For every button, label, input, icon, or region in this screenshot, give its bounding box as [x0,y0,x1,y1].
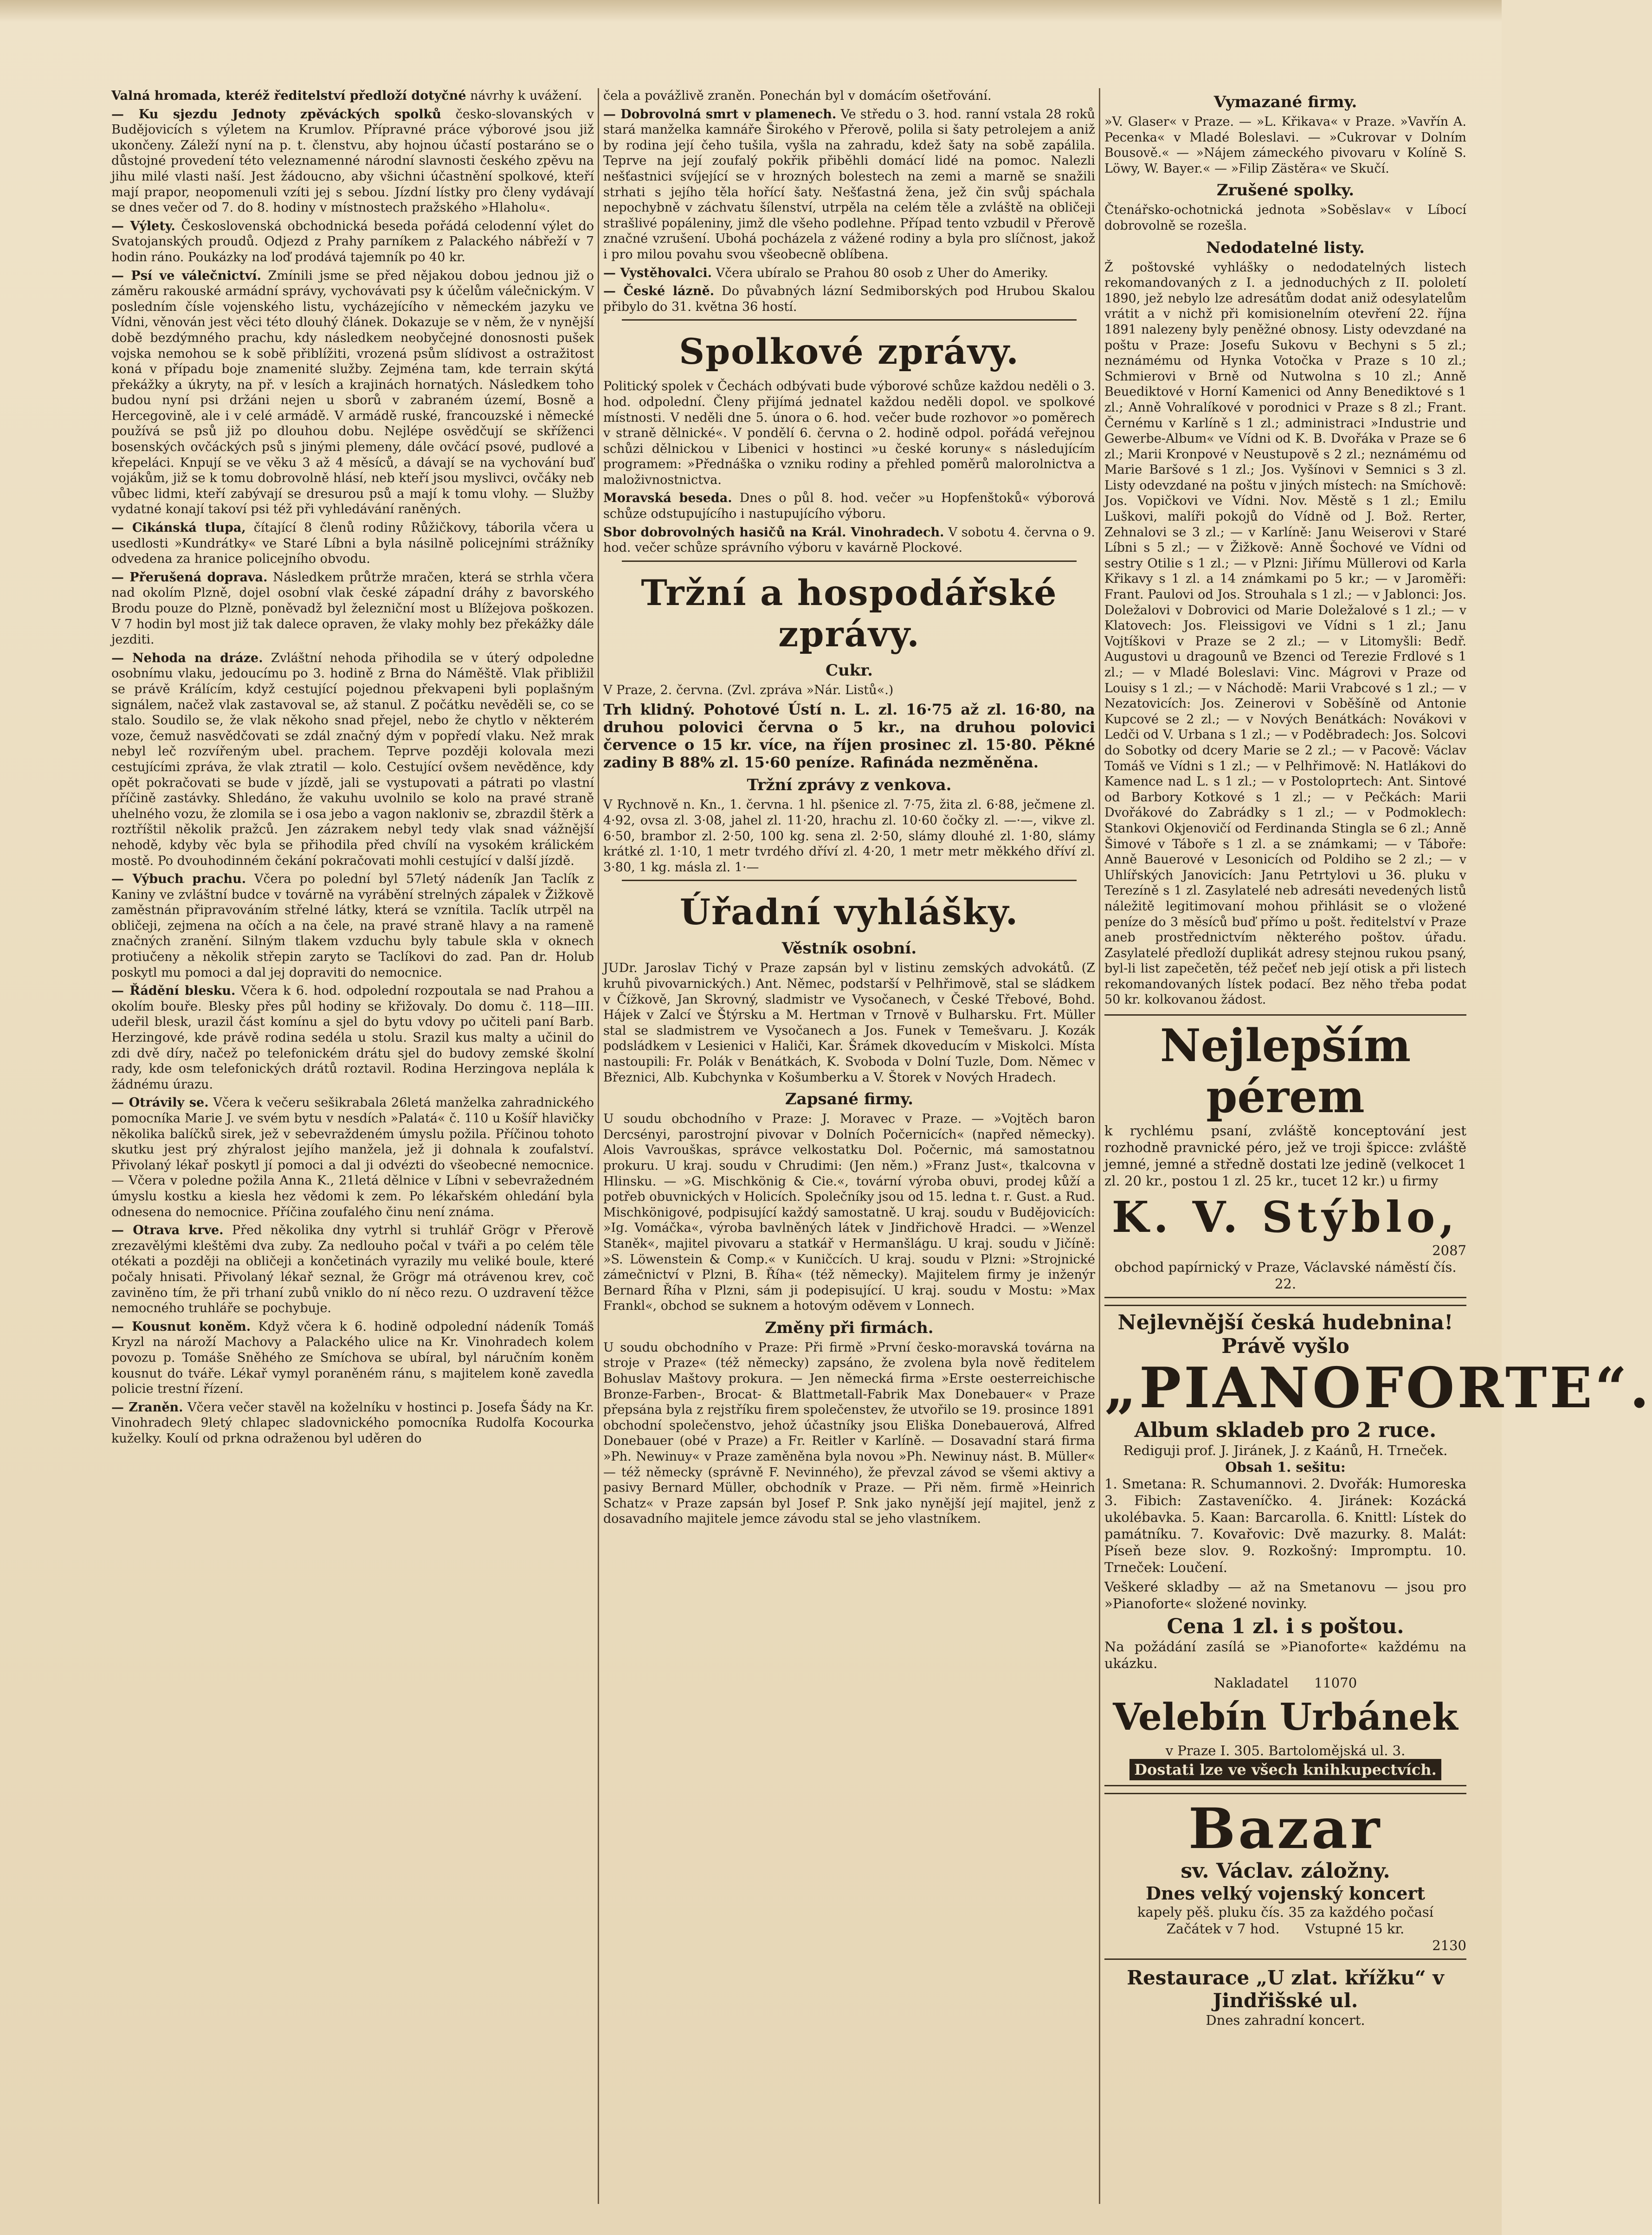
article-lead: — Cikánská tlupa, [111,521,246,535]
article [111,1319,594,1397]
article-lead: — Kousnut koněm. [111,1319,251,1334]
article-lead: — Výbuch prachu. [111,872,246,887]
article [603,265,1095,281]
subsection-vymazane: Vymazané firmy. [1213,93,1357,111]
vymazane-text: »V. Glaser« v Praze. — »L. Křikava« v Praze. »Vavřín A. Pecenka« v Mladé Boleslavi. — »Cukrovar v Dolním Bousově.« — »Nájem zámeckého pivovaru v Kolíně S. Löwy, W. Bayer.« — »Filip Zästěra« ve Skučí. [1104,115,1466,176]
article [111,219,594,265]
article [603,283,1095,315]
ad-piano-publisher-label: Nakladatel [1213,1675,1289,1691]
subsection-zrusene: Zrušené spolky. [1216,181,1355,200]
article-lead: — Dobrovolná smrt v plamenech. [603,107,837,122]
ad-piano-note2: Na požádání zasílá se »Pianoforte« každému na ukázku. [1104,1639,1466,1672]
subsection-nedodatelne: Nedodatelné listy. [1206,238,1365,257]
column-rule [598,88,599,2204]
article-lead: Valná hromada, kteréž ředitelství předloží dotyčné [111,89,466,103]
ad-piano-title: „PIANOFORTE“. [1104,1355,1652,1421]
ad-piano-band: Dostati lze ve všech knihkupectvích. [1129,1759,1441,1780]
article-text: čítající 8 členů rodiny Růžičkovy, táborila včera u usedlosti »Kundrátky« ve Staré Líbni a byla násilně policejními strážníky odvedena za hranice policejního obvodu. [111,521,594,567]
cukr-report: Trh klidný. Pohotové Ústí n. L. zl. 16·75 až zl. 16·80, na druhou polovici června o 5 kr., na druhou polovici července o 15 kr. více, na říjen prosinec zl. 15·80. Pěkné zadiny B 88% zl. 15·60 peníze. Rafináda nezměněna. [603,701,1095,772]
ad-restaurace-title: Restaurace „U zlat. křížku“ v Jindřišské ul. [1127,1966,1444,2012]
article [111,520,594,567]
ad-bazar-times [1104,1920,1466,1937]
article [603,490,1095,522]
page-edge [0,0,1502,22]
article-lead: — Otrávily se. [111,1095,209,1110]
article [603,88,1095,104]
ad-bazar-subtitle: sv. Václav. záložny. [1181,1859,1390,1883]
article-text: čela a povážlivě zraněn. Ponechán byl v domácím ošetřování. [603,89,992,103]
article-lead: — Výlety. [111,219,175,233]
column-local-news [111,88,594,2204]
article-text: návrhy k uvážení. [470,89,582,103]
section-title-spolkove: Spolkové zprávy. [679,331,1020,373]
ad-piano-note1: Veškeré skladby — až na Smetanovu — jsou pro »Pianoforte« složené novinky. [1104,1579,1466,1612]
subsection-vestnik: Věstník osobní. [781,939,917,958]
article [111,651,594,869]
column-rule [1099,88,1100,2204]
article-lead: — Psí ve válečnictví. [111,268,261,283]
article [111,1223,594,1316]
ad-bazar-title: Bazar [1188,1796,1383,1862]
ad-pero [1104,1014,1466,1298]
ad-bazar-code: 2130 [1432,1938,1466,1954]
article-lead: — Zraněn. [111,1400,183,1415]
column-middle [603,88,1095,2204]
article [603,379,1095,488]
article-text: Zmínili jsme se před nějakou dobou jednou již o záměru rakouské armádní správy, vychovávati psy k účelům válečnickým. V posledním čísle vojenského listu, vycházejícího v německém jazyku ve Vídni, věnován jest věci této dlouhý článek. Dokazuje se v něm, že v nynější době bezdýmného prachu, kdy následkem neobyčejné donosnosti pušek vojska nemohou se k sobě přiblížiti, vrozená psům slídivost a ostražitost koná v případu boje znamenité služby. Zejména tam, kde terrain skýtá překážky a úkryty, na př. v lesích a krajinách hornatých. Následkem toho budou nyní psi držáni nejen u sborů v zabraném území, Bosně a Hercegovině, ale i v celé armádě. V armádě ruské, francouzské i německé používá se psů již po dlouhou dobu. Nejlépe osvědčují se skříženci bosenských ovčáckých psů s jinými plemeny, dále ovčácí psové, pudlové a křepeláci. Knpují se ve věku 3 až 4 měsíců, a dávají se na vychování buď vojákům, již se k tomu dobrovolně hlásí, neb kteří jsou myslivci, ovčáky neb vůbec lidmi, kteří zabývají se dresurou psů a mají k tomu vlohy. — Služby vydatné konají takoví psi též při vyhledávání raněných. [111,268,594,517]
article-text: Když včera k 6. hodině odpolední nádeník Tomáš Kryzl na nároží Machovy a Palackého ulice na Kr. Vinohradech kolem povozu p. Tomáše Sněhého ze Smíchova se ubíral, byl náručním koněm kousnut do tváře. Lékař vymyl poraněném ránu, s majitelem koně zavedla policie trestní řízení. [111,1319,594,1397]
article-text: Včera k večeru sešikrabala 26letá manželka zahradnického pomocníka Marie J. ve svém bytu v nesdích »Palatá« č. 110 u Košíř hlavičky několika balíčků sirek, jež v sebevraždeném úmyslu požila. Příčinou tohoto skutku jest prý zhýralost jejího manžela, jež ji dohnala k zoufalství. Přivolaný lékař poskytl jí pomoci a dal ji odvézti do všeobecné nemocnice. — Včera v poledne požila Anna K., 21letá dělnice v Líbni v sebevražedném úmyslu kostku a kiesla hez vědomi k zem. Po lékařském ohledání byla odnesena do nemocnice. Příčina zoufalého činu není známa. [111,1095,594,1219]
article-text: Včera ubíralo se Prahou 80 osob z Uher do Ameriky. [716,265,1048,280]
ad-bazar [1104,1793,1466,1960]
ad-piano-slogan: Nejlevnější česká hudebnina! Právě vyšlo [1117,1311,1453,1359]
ad-pero-text: k rychlému psaní, zvláště konceptování jest rozhodně pravnické péro, jež ve troji špicce: zvláště jemné, jemné a středně dostati lze jedině (velkocet 1 zl. 20 kr., postou 1 zl. 25 kr., tucet 12 kr.) u firmy [1104,1123,1466,1189]
zmeny-text: U soudu obchodního v Praze: Při firmě »První česko-moravská továrna na stroje v Praze« (též německy) zapsáno, že zvolena byla nově ředitelem Bohuslav Maštovy prokura. — Jen německá firma »Erste oesterreichische Bronze-Farben-, Brocat- & Blattmetall-Fabrik Max Donebauer« v Praze přepsána byla z rejstříku firem společenstev, že utvořilo se 19. prosince 1891 obchodní společenstvo, jehož účastníky jsou Eliška Donebauerová, Alfred Donebauer (obé v Praze) a Fr. Reitler v Karlíně. — Dosavadní stará firma »Ph. Newinuy« v Praze zaměněna byla novou »Ph. Newinuy nást. B. Müller« — též německy (správně F. Nevinného), že převzal závod se všemi aktivy a pasivy Bernard Müller, obchodník v Praze. — Při něm. firmě »Heinrich Schatz« v Praze zapsán byl Josef P. Snk jako nynější její majitel, jenž z dosavadního majitele jemce závodu stal se jeho vlastníkem. [603,1340,1095,1526]
article-lead: — Nehoda na dráze. [111,651,263,665]
article-lead: Moravská beseda. [603,491,732,506]
article-text: Dnes o půl 8. hod. večer »u Hopfenštoků« výborová schůze odstupujícího i nastupujícího výboru. [603,491,1095,522]
divider [622,880,1077,881]
ad-piano-address: v Praze I. 305. Bartolomějská ul. 3. [1165,1743,1406,1759]
ad-bazar-start: Začátek v 7 hod. [1166,1921,1280,1937]
divider [622,560,1077,562]
article-text: česko-slovanských v Budějovicích s výletem na Krumlov. Přípravné práce výborové jsou již ukončeny. Záleží nyní na p. t. členstvu, aby hojnou účastí postaráno se o důstojné provedení této veleznamenné národní slavnosti českého zpěvu na jihu milé vlasti naší. Jest žádoucno, aby všichni účastnění spolkové, kteří mají prapor, neopomenuli vzíti jej s sebou. Jízdní lístky pro členy vydávají se dnes večer od 7. do 8. hodiny v místnostech pražského »Hlaholu«. [111,107,594,215]
ad-pero-address: obchod papírnický v Praze, Václavské náměstí čís. 22. [1114,1259,1457,1292]
zrusene-text: Čtenářsko-ochotnická jednota »Soběslav« v Líbocí dobrovolně se rozešla. [1104,203,1466,233]
article-lead: Sbor dobrovolných hasičů na Král. Vinohradech. [603,525,944,540]
article [603,107,1095,263]
section-title-trzni: Tržní a hospodářské zprávy. [641,572,1058,655]
subsection-venkov: Tržní zprávy z venkova. [747,776,952,795]
article [111,107,594,216]
article-text: Včera večer stavěl na koželníku v hostinci p. Josefa Šády na Kr. Vinohradech 9letý chlapec sladovnického pomocníka Rudolfa Kocourka kuželky. Koulí od prkna odraženou byl uděren do [111,1400,594,1446]
article-lead: — Ku sjezdu Jednoty zpěváckých spolků [111,107,441,122]
article-text: Následkem průtrže mračen, která se strhla včera nad okolím Plzně, dojel osobní vlak české západní dráhy z bavorského Brodu pouze do Plzně, poněvadž byl železniční most u Blížejova poškozen. V 7 hodin byl most již tak dalece opraven, že vlaky mohly bez překážky dále jezditi. [111,570,594,647]
article-lead: — České lázně. [603,284,715,299]
ad-pero-code: 2087 [1432,1243,1466,1259]
ad-pero-brand: K. V. Stýblo, [1111,1192,1459,1243]
article-lead: — Vystěhovalci. [603,265,712,280]
ad-bazar-line2: kapely pěš. pluku čís. 35 za každého počasí [1137,1904,1434,1920]
ad-restaurace [1104,1966,1466,2029]
ad-restaurace-subtitle: Dnes zahradní koncert. [1206,2012,1365,2029]
club-news [603,379,1095,556]
article-lead: — Přerušená doprava. [111,570,268,585]
article-text: Zvláštní nehoda přihodila se v úterý odpoledne osobnímu vlaku, jedoucímu po 3. hodině z Brna do Náměště. Vlak přibližil se právě Králícím, když cestující pojednou překvapeni byli poplašným signálem, načež vlak zastavoval se, až stanul. Z počátku nevěděli se, co se stalo. Soudilo se, že vlak někoho snad přejel, nebo že chytlo v některém voze, čemuž nasvědčovati se zdál značný dým v popředí vlaku. Než mrak nebyl leč rozvířeným ubel. prachem. Teprve později kolovala mezi cestujícími zpráva, že vlak ztratil — kolo. Cestující ovšem nevěděnce, kdy opět pokračovati se bude v jízdě, jali se vystupovati a pátrati po vlastní příčině zastávky. Shledáno, že vakuhu uvolnilo se kolo na pravé straně uhelného vozu, že zlomila se i osa jebo a vagon nakloniv se, zbrazdil štěrk a roztříštil několik pražců. Jen zázrakem nebyl tedy vlak snad vážnější nehodě, kdyby věc byla se přihodila před chvílí na vysokém králickém mostě. Po dvouhodinném čekání pokračovati mohli cestující v další jízdě. [111,651,594,868]
article-text: Včera k 6. hod. odpolední rozpoutala se nad Prahou a okolím bouře. Blesky přes půl hodiny se křižovaly. Do domu č. 118—III. udeřil blesk, urazil část komínu a sjel do bytu vdovy po učiteli paní Barb. Herzingové, kde právě rodina sedéla u stolu. Srazil kus malty a učinil do zdi dvě díry, načež po telefonickém drátu sjel do budovy zemské školní rady, kde osm telefonických drátů roztavil. Rodina Herzingova neplála k žádnému úrazu. [111,984,594,1092]
article-text: Československá obchodnická beseda pořádá celodenní výlet do Svatojanských proudů. Odjezd z Prahy parníkem z Palackého nábřeží v 7 hodin ráno. Poukázky na loď prodává tajemník po 40 kr. [111,219,594,264]
ad-piano-subtitle: Album skladeb pro 2 ruce. [1134,1418,1437,1443]
article-text: V sobotu 4. června o 9. hod. večer schůze správního výboru v kavárně Plockové. [603,525,1095,555]
subsection-zmeny: Změny při firmách. [765,1318,934,1337]
ad-piano-contents: 1. Smetana: R. Schumannovi. 2. Dvořák: Humoreska 3. Fibich: Zastaveníčko. 4. Jiránek: Kozácká ukolébavka. 5. Kaan: Barcarolla. 6. Knittl: Lístek do památníku. 7. Kovařovic: Dvě mazurky. 8. Malát: Píseň beze slov. 9. Rozkošný: Impromptu. 10. Trneček: Loučení. [1104,1476,1466,1576]
article [111,570,594,648]
ad-piano-editors: Rediguji prof. J. Jiránek, J. z Kaánů, H. Trneček. [1123,1443,1448,1459]
ad-piano-publisher: Velebín Urbánek [1113,1695,1458,1739]
article [111,1400,594,1447]
ad-piano-publisher-line [1104,1675,1466,1691]
article [111,268,594,518]
ad-bazar-entry: Vstupné 15 kr. [1305,1921,1405,1937]
ad-pianoforte [1104,1305,1652,1786]
vestnik-text: JUDr. Jaroslav Tichý v Praze zapsán byl v listinu zemských advokátů. (Z kruhů pivovarnických.) Ant. Němec, podstarší v Pelhřimově, stal se sládkem v Čížkově, Jan Skrovný, sladmistr ve Vysočanech, v České Třebové, Bohd. Hájek v Zalcí ve Štýrsku a M. Hertman v Trnově v Bulharsku. Frt. Müller stal se sladmistrem ve Vysočanech a Jos. Funek v Temešvaru. J. Kozák podsládkem v Lesienici v Haliči, Kar. Šrámek dkoveducím v Miskolci. Místa nastoupili: Fr. Polák v Benátkách, K. Svoboda v Dolní Tuzle, Dom. Němec v Březnici, Alb. Kubchynka v Košumberku a V. Štorek v Nových Hradech. [603,961,1095,1085]
article-lead: — Otrava krve. [111,1223,224,1238]
ad-piano-code: 11070 [1314,1675,1357,1691]
cukr-intro: V Praze, 2. června. (Zvl. zpráva »Nár. Listů«.) [603,683,894,697]
news-continued [603,88,1095,315]
venkov-report: V Rychnově n. Kn., 1. června. 1 hl. pšenice zl. 7·75, žita zl. 6·88, ječmene zl. 4·92, ovsa zl. 3·08, jahel zl. 11·20, hrachu zl. 10·60 čočky zl. —·—, vikve zl. 6·50, brambor zl. 2·50, 100 kg. sena zl. 2·50, slámy dlouhé zl. 1·80, slámy krátké zl. 1·10, 1 metr tvrdého dříví zl. 4·20, 1 metr metr měkkého dříví zl. 3·80, 1 kg. másla zl. 1·— [603,798,1095,875]
ad-pero-headline: Nejlepším pérem [1160,1019,1411,1123]
divider [622,319,1077,321]
article-text: Před několika dny vytrhl si truhlář Grögr v Přerově zrezavělými kleštěmi dva zuby. Za nedlouho počal v tváři a po celém těle otékati a později na obličeji a končetinách vyrazily mu veliké boule, které počaly hnisati. Přivolaný lékař seznal, že Grögr má otrávenou krev, coč zaviněno tím, že při trhaní zubů vniklo do ní něco rezu. O uzdravení těžce nemocného truhláře se pochybuje. [111,1223,594,1316]
nedodatelne-text: Ž poštovské vyhlášky o nedodatelných listech rekomandovaných z I. a jednoduchých z II. pololetí 1890, jež nebylo lze adresátům dodat aniž odesylatelům vrátit a v nichž při komisionelním otevření 22. října 1891 nalezeny byly peněžné obnosy. Listy odevzdané na poštu v Praze: Josefu Sukovu v Bechyni s 5 zl.; neznámému od Hynka Votočka v Praze s 10 zl.; Schmierovi v Brně od Nutwolna s 10 zl.; Anně Beuediktové v Horní Kamenici od Anny Benediktové s 1 zl.; Anně Vohralíkové v porodnici v Praze s 8 zl.; Frant. Černému v Karlíně s 1 zl.; administraci »Industrie und Gewerbe-Album« ve Vídni od K. B. Dvořáka v Praze se 6 zl.; Marii Kronpové v Neustupově s 2 zl.; neznámému od Marie Baršové s 1 zl.; Jos. Vyšínovi v Semnici s 3 zl. Listy odevzdané na poštu v jiných místech: na Smíchově: Jos. Vopičkovi ve Vídni. Nov. Městě s 1 zl.; Emilu Luškovi, malíři pokojů do Vídně od J. Bož. Rerter, Zehnalovi se 3 zl.; — v Karlíně: Janu Weiserovi v Staré Líbni s 5 zl.; — v Žižkově: Anně Šochové ve Vídni od sestry Otilie s 1 zl.; — v Plzni: Jiřímu Müllerovi od Karla Křikavy s 1 zl. a 14 známkami po 5 kr.; — v Jaroměři: Frant. Paulovi od Jos. Strouhala s 1 zl.; — v Jablonci: Jos. Doležalovi v Dobrovici od Marie Doležalové s 1 zl.; — v Klatovech: Jos. Fleissigovi ve Vídni s 1 zl.; Janu Vojtíškovi v Praze se 2 zl.; — v Litomyšli: Bedř. Augustovi u dragounů ve Bzenci od Terezie Frdlové s 1 zl.; — v Mladé Boleslavi: Vinc. Mágrovi v Praze od Louisy s 1 zl.; — v Náchodě: Marii Vrabcové s 1 zl.; — v Nezatovicích: Jos. Zeinerovi v Soběšíně od Antonie Kupcové se 2 zl.; — v Nových Benátkách: Novákovi v Ledči od V. Urbana s 1 zl.; — v Poděbradech: Jos. Solcovi do Sobotky od dcery Marie se 2 zl.; — v Pacově: Václav Tomáš ve Vídni s 1 zl.; — v Pelhřimově: N. Hatlákovi do Kamence nad L. s 1 zl.; — v Postoloprtech: Ant. Sintové od Barbory Kotkové s 1 zl.; — v Pečkách: Marii Dvořákové do Zabrádky s 1 zl.; — v Podmoklech: Stankovi Okjenovičí od Ferdinanda Stingla se 6 zl.; Anně Šimové v Táboře s 1 zl. a se známkami; — v Táboře: Anně Bauerové v Lesonicích od Poldiho se 2 zl.; — v Uhlířských Janovicích: Janu Petrtylovi u 36. pluku v Terezíně s 1 zl. Zasylatelé neb adresáti nevedených listů náležitě legitimovaní mohou přihlásit se o vložené peníze do 3 měsíců buď přímo u pošt. ředitelství v Praze aneb prostřednictvím některého poštov. úřadu. Zasylatelé předloží duplikát adresy stejnou rukou psaný, byl-li list zapečetěn, též pečeť neb její otisk a při listech rekomandovaných lístek podací. Bez něho třeba podat 50 kr. kolkovanou žádost. [1104,260,1466,1007]
subsection-cukr: Cukr. [826,661,873,680]
zapsane-text: U soudu obchodního v Praze: J. Moravec v Praze. — »Vojtěch baron Dercsényi, parostrojní pivovar v Dolních Počernicích« (napřed německy). Alois Vavrouškas, správce velkostatku Dol. Počernic, má samostatnou prokuru. U kraj. soudu v Chrudimi: (Jen něm.) »Franz Just«, tkalcovna v Hlinsku. — »G. Mischkönig & Cie.«, tovární výroba obuvi, prodej kůží a potřeb obuvnických v Holicích. Společníky jsou od 15. ledna t. r. Gust. a Rud. Mischkönigové, podpisující každý samostatně. U kraj. soudu v Budějovicích: »Ig. Vomáčka«, výroba bavlněných látek v Jindřichově Hradci. — »Wenzel Staněk«, majitel pivovaru a statkář v Hermanšlágu. U kraj. soudu v Jičíně: »S. Löwenstein & Comp.« v Kuničcích. U kraj. soudu v Plzni: »Strojnické zámečnictví v Plzni, B. Říha« (též německy). Majitelem firmy je inženýr Bernard Říha v Plzni, sám ji podepisující. U kraj. soudu v Mostu: »Max Frankl«, obchod se suknem a hotovým oděvem v Lonnech. [603,1112,1095,1314]
article [111,88,594,104]
ad-piano-contents-title: Obsah 1. sešitu: [1225,1459,1346,1475]
article-text: Politický spolek v Čechách odbývati bude výborové schůze každou neděli o 3. hod. odpolední. Členy přijímá jednatel každou neděli dopol. ve spolkové místnosti. V neděli dne 5. února o 6. hod. večer bude rozhovor »o poměrech v straně dělnické«. V pondělí 6. června o 2. hodině odpol. pořádá veřejnou schůzi dělnickou v Libenici v hostinci »u české koruny« s následujícím programem: »Přednáška o vzniku rodiny a přehled poměrů malorolnictva a maloživnostnictva. [603,379,1095,487]
article [111,983,594,1092]
section-title-uredni: Úřadní vyhlášky. [679,891,1019,933]
article-text: Ve středu o 3. hod. ranní vstala 28 roků stará manželka kamnáře Širokého v Přerově, polila si šaty petrolejem a aniž by rodina její čeho tušila, vyšla na zahradu, kdež šaty na sobě zapálila. Teprve na její zoufalý pokřik přiběhli domácí lidé na pomoc. Nalezli nešťastnici svíjející se v hrozných bolestech na zemi a marně se snažili strhati s jejího těla hořící šaty. Nešťastná žena, jež čin svůj spáchala nepochybně v záchvatu šílenství, utrpěla na celém těle a zvláště na obličeji strašlivé popáleniny, jimž dle všeho podlehne. Případ tento vzbudil v Přerově značné vzrušení. Ubohá pocházela z vážené rodiny a byla pro slíčnost, jakož i pro milou povahu svou všeobecně oblíbena. [603,107,1095,262]
ad-bazar-line1: Dnes velký vojenský koncert [1146,1883,1425,1904]
ad-piano-price: Cena 1 zl. i s poštou. [1167,1615,1404,1639]
article [111,871,594,980]
article-text: Do půvabných lázní Sedmiborských pod Hrubou Skalou přibylo do 31. května 36 hostí. [603,284,1095,314]
article-text: Včera po polední byl 57letý nádeník Jan Taclík z Kaniny ve zvláštní budce v továrně na vyrábění strelných zápalek v Žižkově zaměstnán připravováním střelné látky, která se vznítila. Taclík utrpěl na obličeji, zejmena na očích a na čele, na pravé straně hlavy a na rameně značných zranění. Silným tlakem vzduchu byly tabule skla v oknech protiučeny a několik střepin zaryto se Taclíkovi do zad. Pan dr. Holub poskytl mu pomoci a dal jej dopraviti do nemocnice. [111,872,594,980]
article-lead: — Řádění blesku. [111,984,236,998]
column-right [1104,88,1652,2204]
article [111,1095,594,1220]
subsection-zapsane: Zapsané firmy. [785,1090,914,1109]
article [603,525,1095,556]
